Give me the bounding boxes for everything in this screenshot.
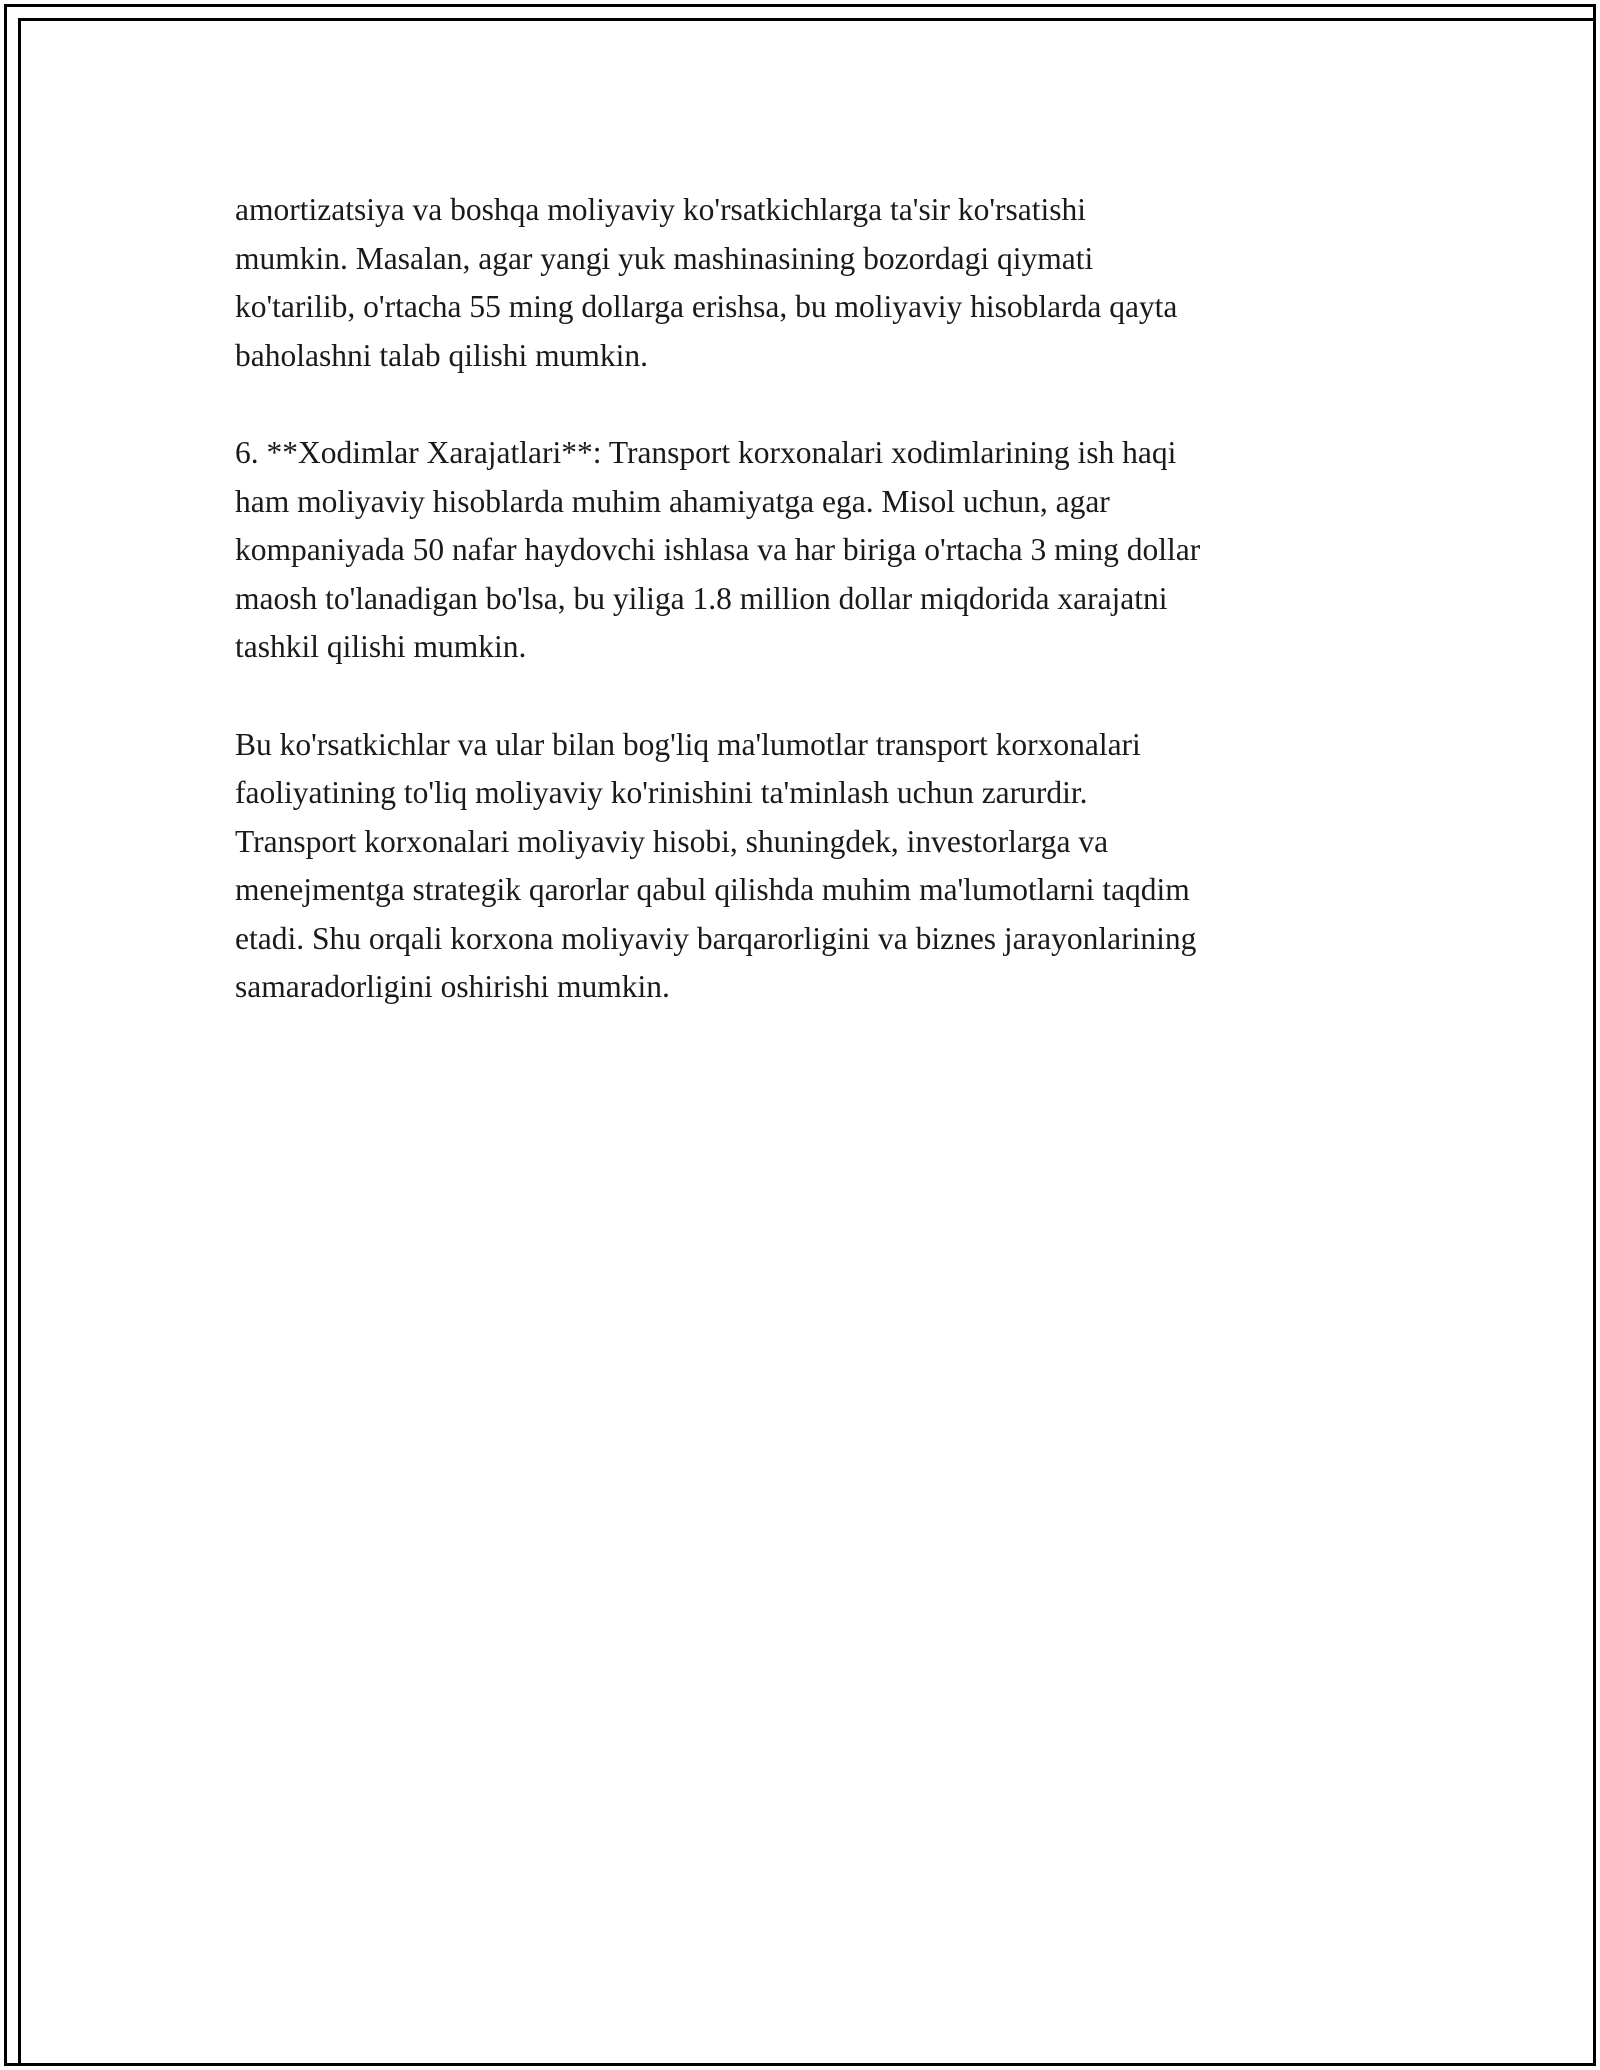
paragraph-conclusion <box>235 721 1375 1012</box>
text-line: kompaniyada 50 nafar haydovchi ishlasa va har biriga o'rtacha 3 ming dollar <box>235 532 1201 567</box>
text-line: ko'tarilib, o'rtacha 55 ming dollarga erishsa, bu moliyaviy hisoblarda qayta <box>235 289 1178 324</box>
text-line: samaradorligini oshirishi mumkin. <box>235 969 670 1004</box>
document-body <box>235 186 1375 1061</box>
paragraph-staff-expenses <box>235 429 1375 672</box>
text-line: amortizatsiya va boshqa moliyaviy ko'rsatkichlarga ta'sir ko'rsatishi <box>235 192 1086 227</box>
text-line: 6. **Xodimlar Xarajatlari**: Transport korxonalari xodimlarining ish haqi <box>235 435 1177 470</box>
text-line: mumkin. Masalan, agar yangi yuk mashinasining bozordagi qiymati <box>235 240 1094 276</box>
text-line: ham moliyaviy hisoblarda muhim ahamiyatga ega. Misol uchun, agar <box>235 483 1110 519</box>
text-line: menejmentga strategik qarorlar qabul qilishda muhim ma'lumotlarni taqdim <box>235 872 1190 907</box>
text-line: etadi. Shu orqali korxona moliyaviy barqarorligini va biznes jarayonlarining <box>235 920 1197 956</box>
text-line: Transport korxonalari moliyaviy hisobi, shuningdek, investorlarga va <box>235 823 1109 859</box>
text-line: Bu ko'rsatkichlar va ular bilan bog'liq ma'lumotlar transport korxonalari <box>235 726 1141 762</box>
text-line: maosh to'lanadigan bo'lsa, bu yiliga 1.8 million dollar miqdorida xarajatni <box>235 580 1168 616</box>
text-line: tashkil qilishi mumkin. <box>235 629 527 664</box>
paragraph-amortization <box>235 186 1375 380</box>
text-line: faoliyatining to'liq moliyaviy ko'rinishini ta'minlash uchun zarurdir. <box>235 775 1088 810</box>
text-line: baholashni talab qilishi mumkin. <box>235 337 648 373</box>
